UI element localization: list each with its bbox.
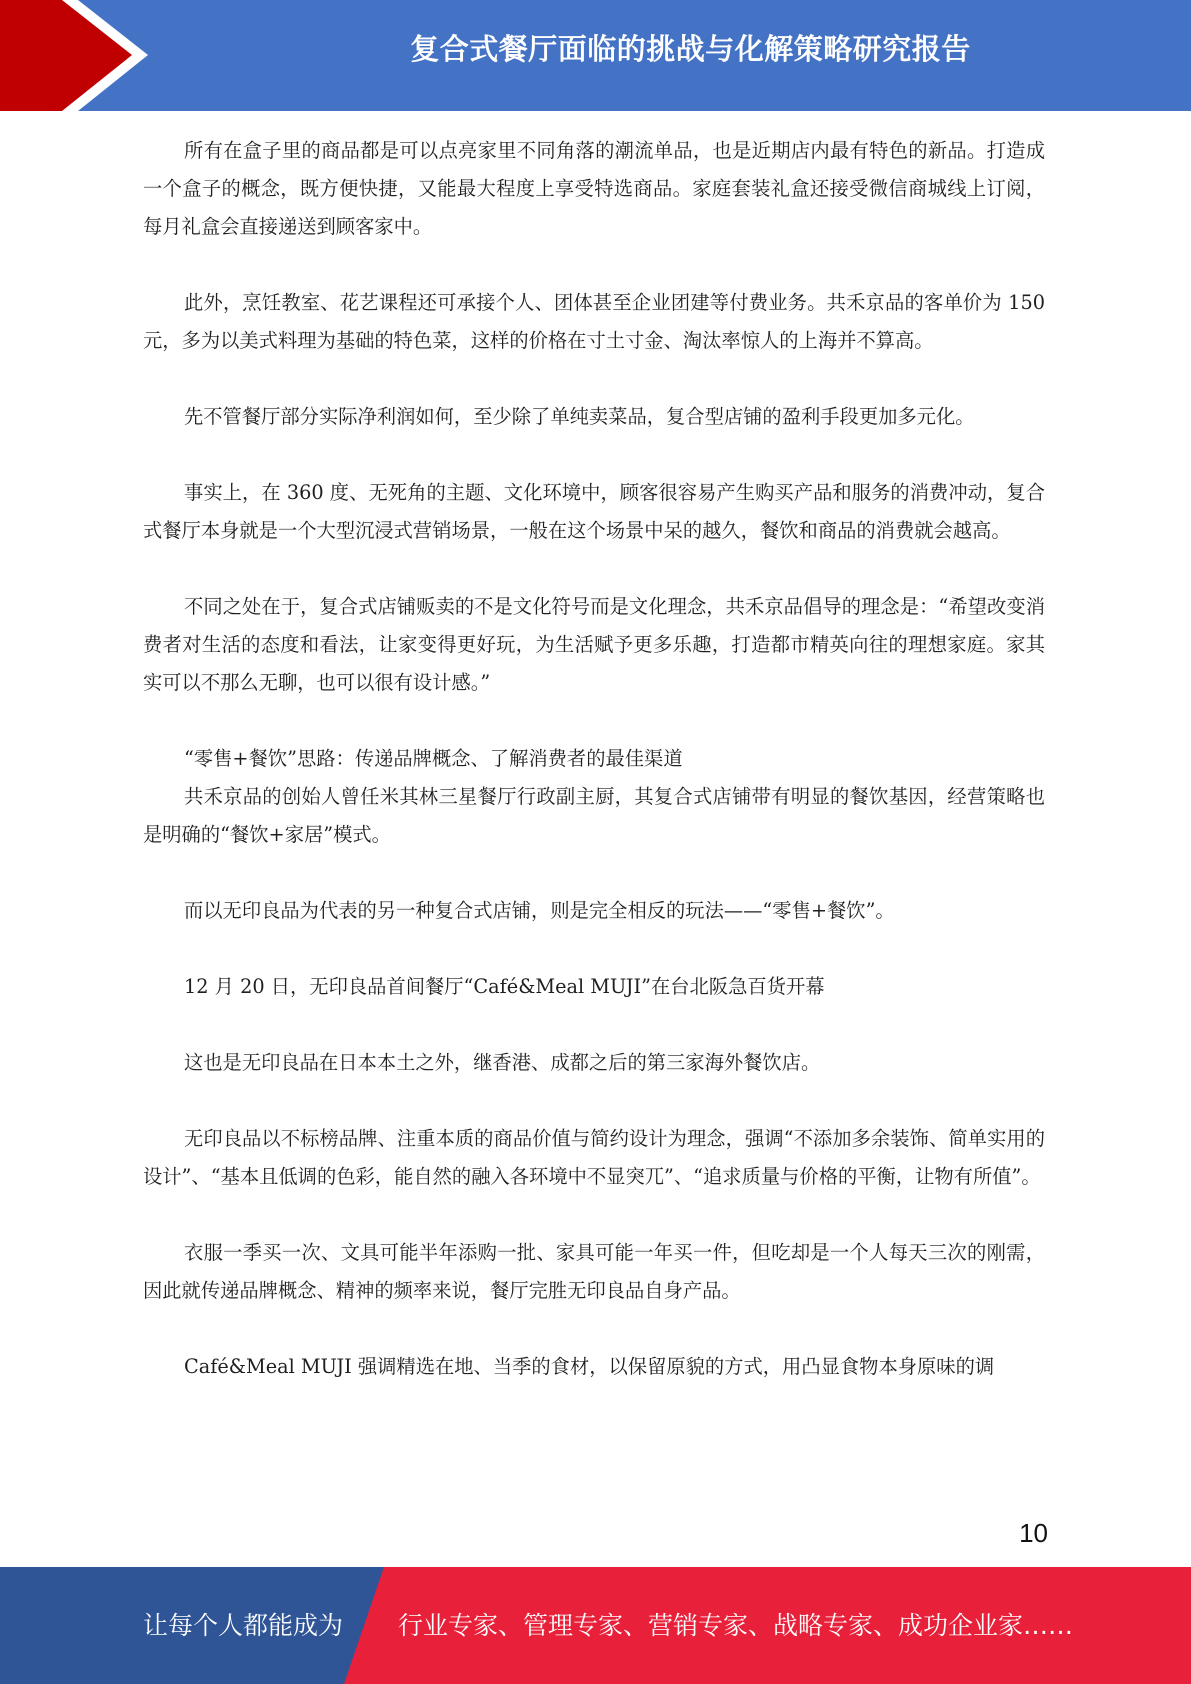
paragraph: 先不管餐厅部分实际净利润如何，至少除了单纯卖菜品，复合型店铺的盈利手段更加多元化。 bbox=[184, 405, 975, 428]
footer-slogan-right: 行业专家、管理专家、营销专家、战略专家、成功企业家…… bbox=[398, 1611, 1074, 1640]
paragraph: Café&Meal MUJI 强调精选在地、当季的食材，以保留原貌的方式，用凸显食物本身原味的调 bbox=[184, 1355, 995, 1378]
paragraph: 而以无印良品为代表的另一种复合式店铺，则是完全相反的玩法——“零售+餐饮”。 bbox=[184, 899, 895, 922]
footer-slogan-left: 让每个人都能成为 bbox=[143, 1611, 344, 1640]
paragraph: 所有在盒子里的商品都是可以点亮家里不同角落的潮流单品，也是近期店内最有特色的新品。打造成一个盒子的概念，既方便快捷，又能最大程度上享受特选商品。家庭套装礼盒还接受微信商城线上订阅，每月礼盒会直接递送到顾客家中。 bbox=[143, 139, 1045, 238]
paragraph: 共禾京品的创始人曾任米其林三星餐厅行政副主厨，其复合式店铺带有明显的餐饮基因，经营策略也是明确的“餐饮+家居”模式。 bbox=[143, 785, 1045, 846]
page-number: 10 bbox=[1019, 1518, 1048, 1548]
document-title: 复合式餐厅面临的挑战与化解策略研究报告 bbox=[410, 32, 971, 66]
paragraph: 此外，烹饪教室、花艺课程还可承接个人、团体甚至企业团建等付费业务。共禾京品的客单价为 150 元，多为以美式料理为基础的特色菜，这样的价格在寸土寸金、淘汰率惊人的上海并不算高。 bbox=[143, 291, 1045, 352]
paragraph: 12 月 20 日，无印良品首间餐厅“Café&Meal MUJI”在台北阪急百货开幕 bbox=[184, 975, 825, 998]
paragraph: 这也是无印良品在日本本土之外，继香港、成都之后的第三家海外餐饮店。 bbox=[184, 1051, 821, 1074]
paragraph: 不同之处在于，复合式店铺贩卖的不是文化符号而是文化理念，共禾京品倡导的理念是：“希望改变消费者对生活的态度和看法，让家变得更好玩，为生活赋予更多乐趣，打造都市精英向往的理想家庭。家其实可以不那么无聊，也可以很有设计感。” bbox=[143, 595, 1045, 694]
page-footer bbox=[0, 1567, 1191, 1684]
paragraph: 衣服一季买一次、文具可能半年添购一批、家具可能一年买一件，但吃却是一个人每天三次的刚需，因此就传递品牌概念、精神的频率来说，餐厅完胜无印良品自身产品。 bbox=[143, 1241, 1045, 1302]
article-body bbox=[143, 132, 1045, 1386]
paragraph: 无印良品以不标榜品牌、注重本质的商品价值与简约设计为理念，强调“不添加多余装饰、简单实用的设计”、“基本且低调的色彩，能自然的融入各环境中不显突兀”、“追求质量与价格的平衡，让物有所值”。 bbox=[143, 1127, 1045, 1188]
page-header bbox=[0, 0, 1191, 111]
paragraph: 事实上，在 360 度、无死角的主题、文化环境中，顾客很容易产生购买产品和服务的消费冲动，复合式餐厅本身就是一个大型沉浸式营销场景，一般在这个场景中呆的越久，餐饮和商品的消费就会越高。 bbox=[143, 481, 1045, 542]
section-subheading: “零售+餐饮”思路：传递品牌概念、了解消费者的最佳渠道 bbox=[184, 747, 683, 770]
